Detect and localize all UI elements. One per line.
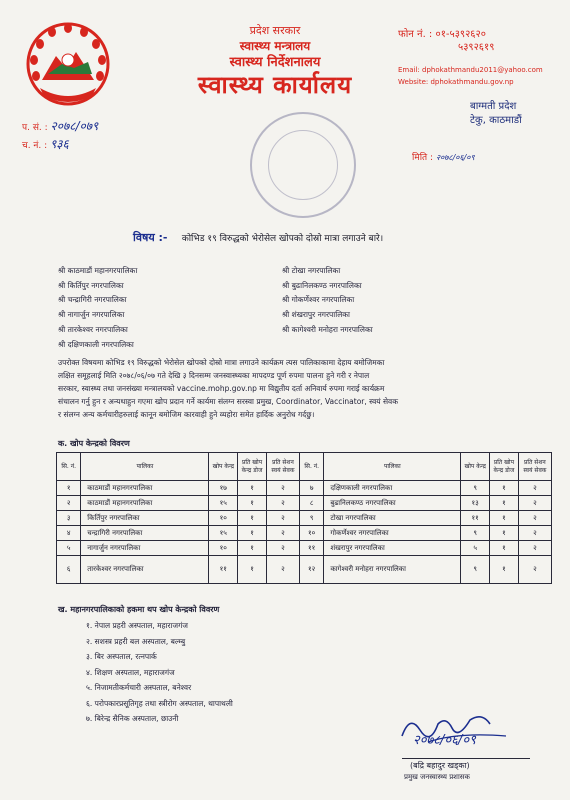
cn-label: च. नं. : xyxy=(22,141,48,151)
letterhead-line-3: स्वास्थ्य निर्देशनालय xyxy=(229,55,321,70)
table-row xyxy=(57,511,552,526)
recipient-item: श्री चन्द्रागिरी नगरपालिका xyxy=(58,295,127,305)
list-item: ४. शिक्षण अस्पताल, महाराजगंज xyxy=(86,667,175,677)
letterhead-office-name: स्वास्थ्य कार्यालय xyxy=(197,71,353,99)
office-address xyxy=(470,100,522,128)
phone-line-1 xyxy=(398,28,558,41)
table-cell: बुढानिलकण्ठ नगरपालिका xyxy=(324,496,461,511)
nepal-emblem-icon xyxy=(22,18,114,110)
subject-text: कोभिड १९ विरुद्धको भेरोसेल खोपको दोस्रो मात्रा लगाउने बारे। xyxy=(181,234,384,244)
table-cell: २ xyxy=(266,511,299,526)
date-label: मिति : xyxy=(412,153,434,163)
list-item: ७. बिरेन्द्र सैनिक अस्पताल, छाउनी xyxy=(86,714,179,723)
body-line: लक्षित समूहलाई मिति २०७८/०६/०७ गते देखि ३ दिनसम्म जनस्वास्थ्यका मापदण्ड पूर्ण रुपमा पालना हुने गरी र नेपाल xyxy=(58,371,370,380)
table-cell: २ xyxy=(266,541,299,556)
address-city: टेकु, काठमाडौं xyxy=(470,115,522,126)
table-cell: २ xyxy=(518,556,551,584)
letterhead-line-1: प्रदेश सरकार xyxy=(249,24,301,37)
table-row xyxy=(57,496,552,511)
table-cell: १ xyxy=(490,511,519,526)
header-cell: प्रति सेशन स्वयं सेवक xyxy=(266,453,299,481)
ps-value: २०७८/०७९ xyxy=(50,119,99,133)
list-item: ६. परोपकारप्रसूतिगृह तथा स्त्रीरोग अस्पताल, थापाथली xyxy=(86,698,233,708)
table-cell: २ xyxy=(266,526,299,541)
table-cell: १ xyxy=(238,556,267,584)
table-cell: कागेश्वरी मनोहरा नगरपालिका xyxy=(324,556,461,584)
table-cell: ५ xyxy=(461,541,490,556)
table-cell: १० xyxy=(300,526,324,541)
table-cell: १ xyxy=(490,556,519,584)
table-cell: २ xyxy=(57,496,81,511)
recipient-item: श्री किर्तिपुर नगरपालिका xyxy=(58,280,124,290)
table-cell: १५ xyxy=(209,496,238,511)
table-cell: १ xyxy=(57,481,81,496)
signatory-name: (बद्रि बहादुर खड्का) xyxy=(410,761,470,770)
recipient-item: श्री बुढानिलकण्ठ नगरपालिका xyxy=(282,280,362,290)
header-cell: पालिका xyxy=(324,453,461,481)
header-cell: सि. नं. xyxy=(300,453,324,481)
table-cell: २ xyxy=(266,556,299,584)
list-item: २. सशस्त्र प्रहरी बल अस्पताल, बल्म्बु xyxy=(86,636,186,646)
table-row xyxy=(57,556,552,584)
recipient-item: श्री तारकेश्वर नगरपालिका xyxy=(58,324,128,334)
website-text: Website: dphokathmandu.gov.np xyxy=(398,78,514,86)
table-cell: ११ xyxy=(300,541,324,556)
table-cell: २ xyxy=(266,481,299,496)
table-cell: १ xyxy=(490,526,519,541)
phone-number-1: ०१-५३९२६२० xyxy=(435,29,486,40)
date-block xyxy=(412,150,475,163)
table-row xyxy=(57,481,552,496)
table-cell: ७ xyxy=(300,481,324,496)
table-cell: १ xyxy=(490,481,519,496)
table-cell: ९ xyxy=(461,481,490,496)
table-cell: १० xyxy=(209,541,238,556)
table-cell: १ xyxy=(490,496,519,511)
table-cell: ४ xyxy=(57,526,81,541)
table-cell: १२ xyxy=(300,556,324,584)
table-cell: ६ xyxy=(57,556,81,584)
table-cell: २ xyxy=(518,481,551,496)
table-cell: ९ xyxy=(300,511,324,526)
signature-date: २०७८/०६/०९ xyxy=(413,733,476,748)
table-cell: चन्द्रागिरी नगरपालिका xyxy=(81,526,209,541)
table-row xyxy=(57,526,552,541)
recipients-left xyxy=(58,264,137,352)
subject-line xyxy=(133,230,383,245)
recipient-item: श्री गोकर्णेश्वर नगरपालिका xyxy=(282,295,355,305)
table-cell: १ xyxy=(238,496,267,511)
header-cell: सि. नं. xyxy=(57,453,81,481)
table-cell: नागार्जुन नगरपालिका xyxy=(81,541,209,556)
recipient-item: श्री शंखरापुर नगरपालिका xyxy=(282,310,350,320)
table-cell: काठमाडौं महानगरपालिका xyxy=(81,481,209,496)
body-line: र संलग्न अन्य कर्मचारीहरुलाई कानून बमोजिम कारवाही हुने व्यहोरा समेत हार्दिक अनुरोध गर्दछु। xyxy=(58,410,315,419)
table-cell: टोखा नगरपालिका xyxy=(324,511,461,526)
table-cell: ९ xyxy=(461,556,490,584)
letterhead-line-2: स्वास्थ्य मन्त्रालय xyxy=(239,39,311,53)
table-cell: ८ xyxy=(300,496,324,511)
recipient-item: श्री कागेश्वरी मनोहरा नगरपालिका xyxy=(282,324,373,334)
table-row xyxy=(57,541,552,556)
reference-block xyxy=(22,118,98,154)
table-cell: २ xyxy=(518,526,551,541)
table-cell: किर्तिपुर नगरपालिका xyxy=(81,511,209,526)
phone-label: फोन नं. : xyxy=(398,29,433,40)
ps-label: प. सं. : xyxy=(22,123,48,133)
table-cell: ११ xyxy=(209,556,238,584)
vaccine-center-table xyxy=(56,452,552,584)
table-cell: गोकर्णेश्वर नगरपालिका xyxy=(324,526,461,541)
header-cell: खोप केन्द्र xyxy=(209,453,238,481)
table-cell: शंखरापुर नगरपालिका xyxy=(324,541,461,556)
header-cell: प्रति खोप केन्द्र डोज xyxy=(490,453,519,481)
table-cell: १ xyxy=(238,481,267,496)
address-region: बाग्मती प्रदेश xyxy=(470,101,517,112)
table-cell: १७ xyxy=(209,481,238,496)
body-line: सरकार, स्वास्थ्य तथा जनसंख्या मन्त्रालयको vaccine.mohp.gov.np मा विद्युतीय दर्ता अनिवार्य रुपमा गराई कार्यक्रम xyxy=(58,384,385,393)
table-header-row xyxy=(57,453,552,481)
list-item: ५. निजामतीकर्मचारी अस्पताल, बनेश्वर xyxy=(86,683,192,692)
recipients-right xyxy=(282,264,373,338)
list-item: १. नेपाल प्रहरी अस्पताल, महाराजगंज xyxy=(86,621,188,630)
table-cell: ५ xyxy=(57,541,81,556)
office-seal xyxy=(250,112,356,218)
contact-block xyxy=(398,28,558,88)
table-cell: २ xyxy=(518,511,551,526)
table-cell: १५ xyxy=(209,526,238,541)
table-cell: २ xyxy=(266,496,299,511)
table-cell: ९ xyxy=(461,526,490,541)
cn-value: ९३६ xyxy=(50,137,69,151)
section-a-title: क. खोप केन्द्रको विवरण xyxy=(58,439,130,448)
header-cell: प्रति सेशन स्वयं सेवक xyxy=(518,453,551,481)
hospital-list xyxy=(86,618,233,727)
table-cell: १ xyxy=(238,511,267,526)
signatory-title: प्रमुख जनस्वास्थ्य प्रशासक xyxy=(404,773,470,781)
recipient-item: श्री काठमाडौं महानगरपालिका xyxy=(58,266,138,275)
table-cell: २ xyxy=(518,496,551,511)
signature-divider xyxy=(402,758,530,759)
letterhead-title-block xyxy=(150,24,400,99)
header-cell: पालिका xyxy=(81,453,209,481)
header-cell: प्रति खोप केन्द्र डोज xyxy=(238,453,267,481)
phone-number-2: ५३९२६१९ xyxy=(458,42,495,53)
subject-label: विषय :- xyxy=(133,231,168,244)
list-item: ३. बिर अस्पताल, रत्नपार्क xyxy=(86,652,157,661)
table-cell: १० xyxy=(209,511,238,526)
table-cell: तारकेश्वर नगरपालिका xyxy=(81,556,209,584)
email-text: Email: dphokathmandu2011@yahoo.com xyxy=(398,66,543,74)
table-cell: १ xyxy=(238,541,267,556)
reference-ps xyxy=(22,118,98,136)
recipient-item: श्री नागार्जुन नगरपालिका xyxy=(58,310,125,320)
table-cell: १ xyxy=(490,541,519,556)
reference-cn xyxy=(22,136,98,154)
header-cell: खोप केन्द्र xyxy=(461,453,490,481)
table-cell: ११ xyxy=(461,511,490,526)
date-value: २०७८/०६/०९ xyxy=(435,153,475,162)
recipient-item: श्री टोखा नगरपालिका xyxy=(282,266,341,275)
table-cell: १३ xyxy=(461,496,490,511)
table-cell: काठमाडौं महानगरपालिका xyxy=(81,496,209,511)
body-line: उपरोक्त विषयमा कोभिड १९ विरुद्धको भेरोसेल खोपको दोस्रो मात्रा लगाउने कार्यक्रम त्यस पालिकाकामा देहाय बमोजिमका xyxy=(58,358,385,367)
table-cell: २ xyxy=(518,541,551,556)
body-line: संचालन गर्नु हुन र अन्यथाहुन गएमा खोप प्रदान गर्ने कार्यमा संलग्न सरस्वा प्रमुख, Coordinator, Vaccinator, स्वयं सेवक xyxy=(58,397,398,406)
recipient-item: श्री दक्षिणकाली नगरपालिका xyxy=(58,339,134,349)
table-cell: १ xyxy=(238,526,267,541)
section-b-title: ख. महानगरपालिकाको हकमा थप खोप केन्द्रको विवरण xyxy=(58,605,220,614)
table-cell: दक्षिणकाली नगरपालिका xyxy=(324,481,461,496)
body-paragraph xyxy=(58,356,546,421)
table-cell: ३ xyxy=(57,511,81,526)
